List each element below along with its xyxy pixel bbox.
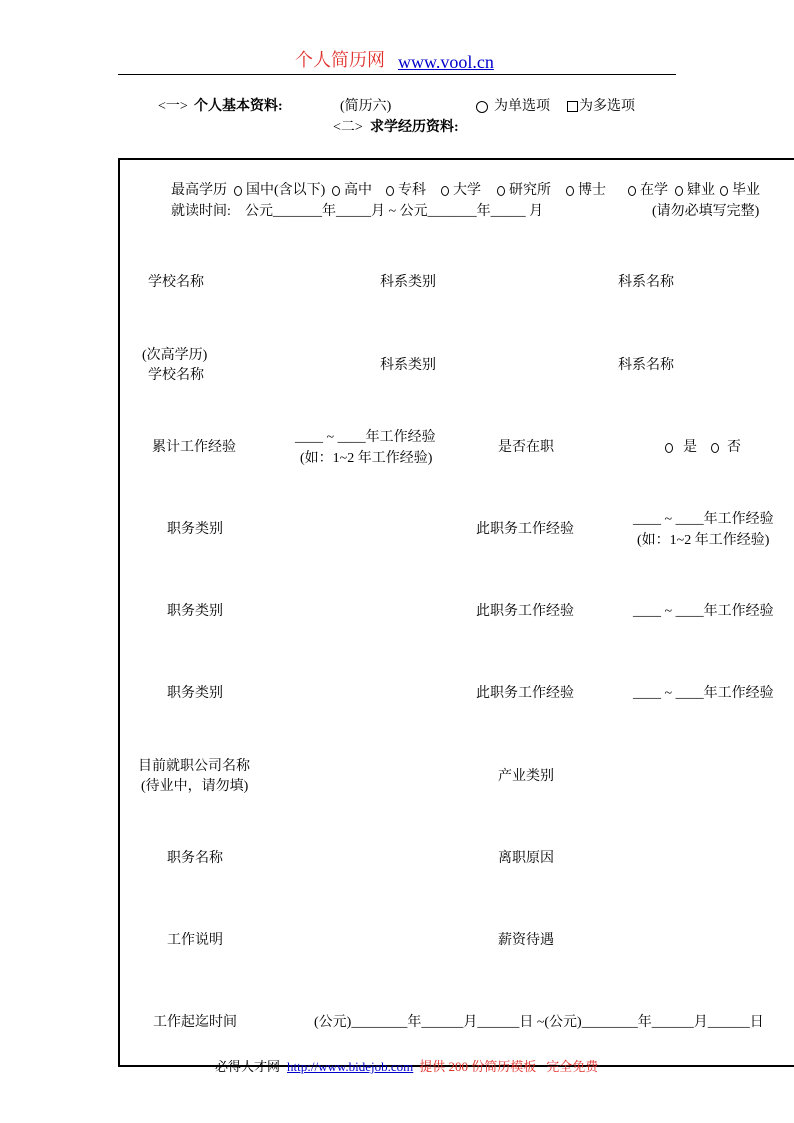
job-type-label: 职务类别 (167, 604, 223, 619)
option-level-3 (441, 183, 481, 199)
work-description-label: 工作说明 (167, 933, 223, 948)
radio-circle-icon (441, 186, 449, 196)
radio-circle-icon (665, 443, 673, 453)
radio-circle-icon (675, 186, 683, 196)
radio-circle-icon (711, 443, 719, 453)
total-experience-value: ____ ~ ____年工作经验 (295, 430, 436, 445)
position-name-label: 职务名称 (167, 851, 223, 866)
job-experience-value: ____ ~ ____年工作经验 (633, 604, 774, 619)
study-period-label: 就读时间: (171, 204, 231, 219)
option-status-2 (720, 183, 760, 199)
footer-brand: 必得人才网 (215, 1059, 281, 1074)
radio-circle-icon (234, 186, 242, 196)
option-label: 大学 (453, 183, 481, 198)
footer-url-link[interactable]: http://www.bidejob.com (287, 1059, 414, 1074)
radio-circle-icon (720, 186, 728, 196)
option-employed-no (711, 440, 741, 456)
total-experience-example: (如：1~2 年工作经验) (300, 451, 433, 466)
option-label: 肄业 (687, 183, 715, 198)
section1-title: 个人基本资料: (194, 99, 283, 114)
option-label: 否 (727, 440, 741, 455)
option-level-4 (497, 183, 551, 199)
option-employed-yes (665, 440, 697, 456)
option-label: 毕业 (732, 183, 760, 198)
total-experience-label: 累计工作经验 (152, 440, 236, 455)
option-status-1 (675, 183, 715, 199)
option-status-0 (628, 183, 668, 199)
dept-type-label: 科系类别 (380, 275, 436, 290)
job-experience-label: 此职务工作经验 (476, 686, 574, 701)
footer-offer: 提供 200 份简历模板 (419, 1059, 537, 1074)
radio-circle-icon (497, 186, 505, 196)
job-experience-value: ____ ~ ____年工作经验 (633, 512, 774, 527)
school-name-label: 学校名称 (148, 275, 204, 290)
job-experience-label: 此职务工作经验 (476, 522, 574, 537)
option-level-0 (234, 183, 325, 199)
second-education-note: (次高学历) (142, 348, 208, 363)
company-name-label: 目前就职公司名称 (138, 759, 250, 774)
option-level-2 (386, 183, 426, 199)
option-label: 高中 (344, 183, 372, 198)
work-period-value: (公元)________年______月______日 ~(公元)________年______月______日 (314, 1015, 764, 1030)
study-period-note: (请勿必填写完整) (652, 204, 760, 219)
section2-marker: <二> (333, 120, 363, 135)
job-type-label: 职务类别 (167, 522, 223, 537)
second-dept-name-label: 科系名称 (618, 358, 674, 373)
radio-circle-icon (332, 186, 340, 196)
job-experience-value: ____ ~ ____年工作经验 (633, 686, 774, 701)
option-label: 专科 (398, 183, 426, 198)
option-label: 博士 (578, 183, 606, 198)
job-experience-label: 此职务工作经验 (476, 604, 574, 619)
dept-name-label: 科系名称 (618, 275, 674, 290)
job-experience-example: (如：1~2 年工作经验) (637, 533, 770, 548)
work-period-label: 工作起迄时间 (153, 1015, 237, 1030)
job-type-label: 职务类别 (167, 686, 223, 701)
option-label: 在学 (640, 183, 668, 198)
section2-title: 求学经历资料: (370, 120, 459, 135)
multi-choice-label: 为多选项 (579, 99, 635, 114)
option-label: 国中(含以下) (246, 183, 326, 198)
highest-education-label: 最高学历 (171, 183, 227, 198)
radio-circle-icon (628, 186, 636, 196)
option-label: 研究所 (509, 183, 551, 198)
site-name: 个人简历网 (295, 50, 385, 71)
header-divider (118, 74, 676, 75)
option-label: 是 (683, 440, 697, 455)
employed-label: 是否在职 (498, 440, 554, 455)
second-dept-type-label: 科系类别 (380, 358, 436, 373)
radio-circle-icon (386, 186, 394, 196)
single-choice-label: 为单选项 (494, 99, 550, 114)
industry-label: 产业类别 (498, 769, 554, 784)
salary-label: 薪资待遇 (498, 933, 554, 948)
section1-marker: <一> (158, 99, 188, 114)
leave-reason-label: 离职原因 (498, 851, 554, 866)
page-footer (215, 1060, 598, 1074)
checkbox-square-icon (567, 101, 578, 112)
footer-free: 完全免费 (546, 1059, 599, 1074)
template-name: (简历六) (340, 99, 392, 114)
radio-circle-icon (476, 101, 488, 113)
second-school-name-label: 学校名称 (148, 368, 204, 383)
site-url-link[interactable]: www.vool.cn (398, 52, 494, 72)
study-period-value: 公元_______年_____月 ~ 公元_______年_____ 月 (245, 204, 544, 219)
radio-circle-icon (566, 186, 574, 196)
option-level-5 (566, 183, 606, 199)
company-name-note: (待业中，请勿填) (141, 779, 249, 794)
option-level-1 (332, 183, 372, 199)
